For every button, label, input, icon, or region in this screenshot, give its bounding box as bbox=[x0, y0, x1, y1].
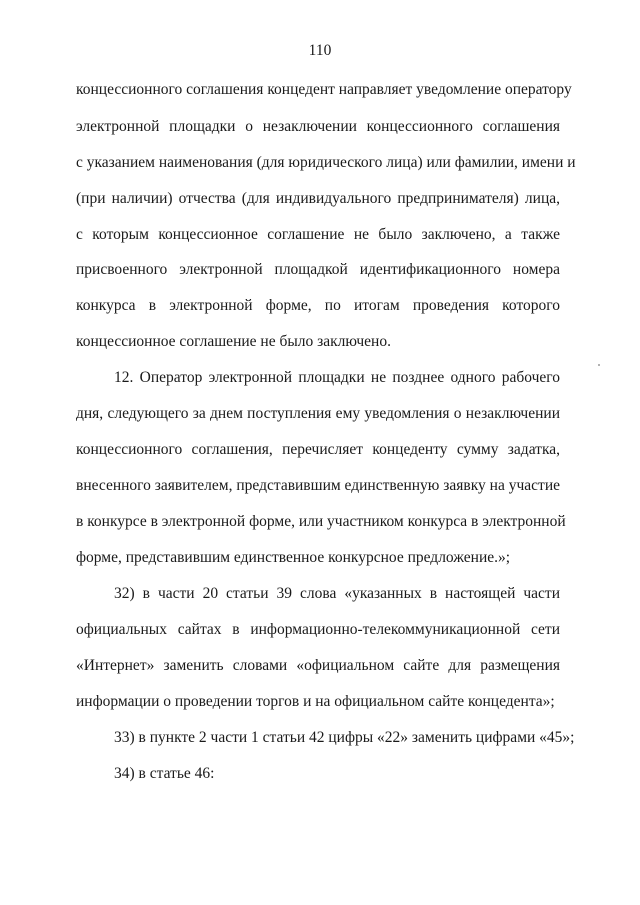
paragraph-line: официальных сайтах в информационно-телекоммуникационной сети bbox=[76, 621, 560, 638]
paragraph-line: концессионного соглашения концедент направляет уведомление оператору bbox=[76, 81, 572, 98]
paragraph-line: электронной площадки о незаключении концессионного соглашения bbox=[76, 118, 560, 135]
paragraph-line: концессионное соглашение не было заключено. bbox=[76, 333, 391, 350]
paragraph-line: с которым концессионное соглашение не было заключено, а также bbox=[76, 226, 560, 243]
paragraph-line: (при наличии) отчества (для индивидуального предпринимателя) лица, bbox=[76, 190, 560, 207]
scan-speck bbox=[598, 364, 600, 366]
page-number: 110 bbox=[308, 42, 332, 59]
paragraph-line: внесенного заявителем, представившим единственную заявку на участие bbox=[76, 477, 560, 494]
paragraph-line: присвоенного электронной площадкой идентификационного номера bbox=[76, 261, 560, 278]
paragraph-line: конкурса в электронной форме, по итогам проведения которого bbox=[76, 297, 560, 314]
paragraph-line: «Интернет» заменить словами «официальном сайте для размещения bbox=[76, 657, 560, 674]
paragraph-line: 12. Оператор электронной площадки не позднее одного рабочего bbox=[114, 369, 560, 386]
paragraph-line: с указанием наименования (для юридического лица) или фамилии, имени и bbox=[76, 154, 576, 171]
paragraph-line: 33) в пункте 2 части 1 статьи 42 цифры «22» заменить цифрами «45»; bbox=[114, 729, 575, 746]
paragraph-line: дня, следующего за днем поступления ему уведомления о незаключении bbox=[76, 405, 560, 422]
paragraph-line: концессионного соглашения, перечисляет концеденту сумму задатка, bbox=[76, 441, 560, 458]
paragraph-line: информации о проведении торгов и на официальном сайте концедента»; bbox=[76, 693, 555, 710]
paragraph-line: в конкурсе в электронной форме, или участником конкурса в электронной bbox=[76, 513, 566, 530]
paragraph-line: форме, представившим единственное конкурсное предложение.»; bbox=[76, 549, 511, 566]
paragraph-line: 34) в статье 46: bbox=[114, 765, 215, 782]
paragraph-line: 32) в части 20 статьи 39 слова «указанных в настоящей части bbox=[114, 585, 560, 602]
